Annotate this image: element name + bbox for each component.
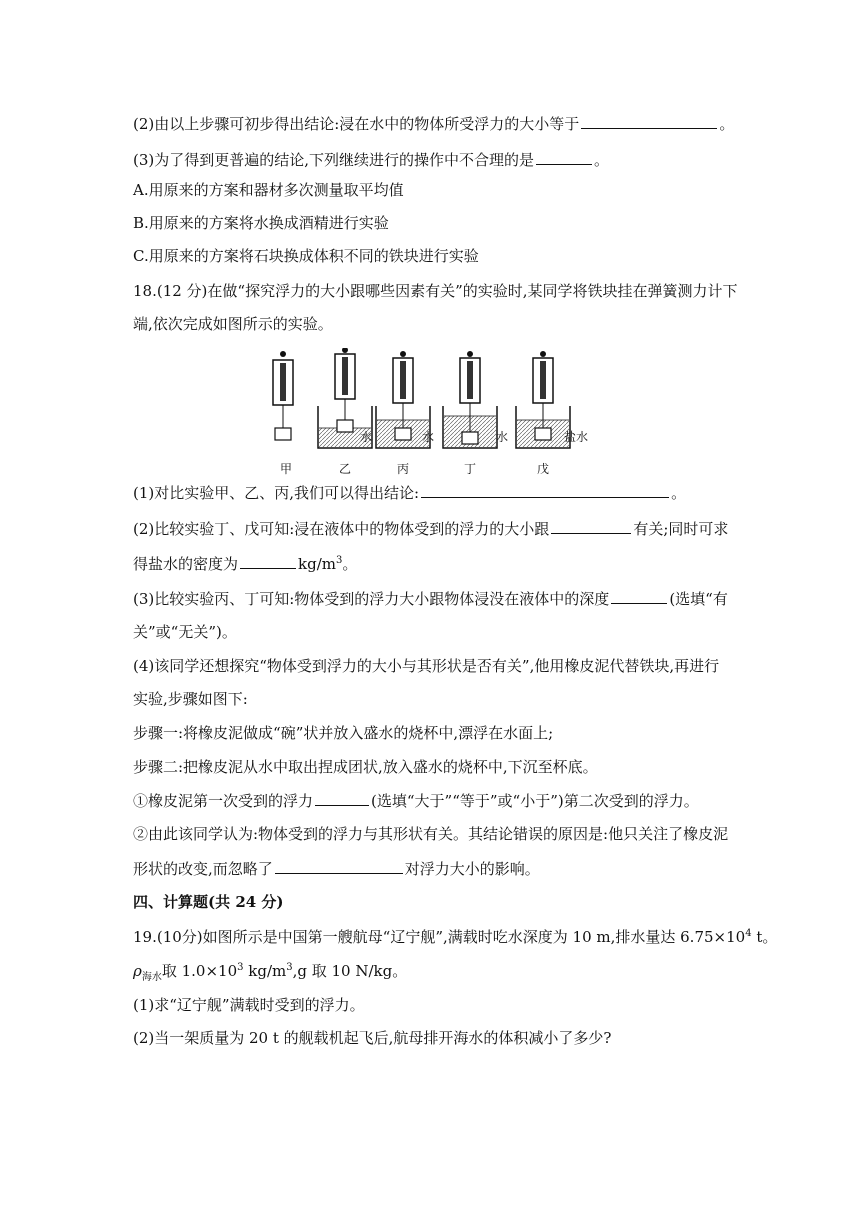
answer-blank[interactable] [611,588,667,604]
caption-wu: 戊 [537,462,550,476]
experiment-figure [258,348,598,476]
setup-wu [516,351,570,448]
q18-part1: (1)对比实验甲、乙、丙,我们可以得出结论: 。 [133,484,687,502]
section-title: 四、计算题(共 24 分) [133,893,284,911]
q17-option-a: A.用原来的方案和器材多次测量取平均值 [133,181,404,199]
caption-yi: 乙 [339,462,352,476]
caption-jia: 甲 [280,462,293,476]
q17-part3: (3)为了得到更普遍的结论,下列继续进行的操作中不合理的是 。 [133,151,610,169]
q18-step2: 步骤二:把橡皮泥从水中取出捏成团状,放入盛水的烧杯中,下沉至杯底。 [133,758,598,776]
liquid-label-water: 水 [496,430,509,444]
setup-ding [443,351,497,448]
setup-jia [273,351,293,440]
q18-intro-line1: 18.(12 分)在做“探究浮力的大小跟哪些因素有关”的实验时,某同学将铁块挂在弹簧测力计下 [133,282,738,300]
q19-part1: (1)求“辽宁舰”满载时受到的浮力。 [133,996,365,1014]
q19-part2: (2)当一架质量为 20 t 的舰载机起飞后,航母排开海水的体积减小了多少? [133,1029,612,1047]
q18-step1: 步骤一:将橡皮泥做成“碗”状并放入盛水的烧杯中,漂浮在水面上; [133,724,554,742]
q18-intro-line2: 端,依次完成如图所示的实验。 [133,315,333,333]
liquid-label-brine: 盐水 [564,430,589,444]
q17-option-b: B.用原来的方案将水换成酒精进行实验 [133,214,389,232]
q18-part2-line1: (2)比较实验丁、戊可知:浸在液体中的物体受到的浮力的大小跟 有关;同时可求 [133,520,729,538]
q18-sub2-line2: 形状的改变,而忽略了 对浮力大小的影响。 [133,860,540,878]
liquid-label-water: 水 [360,430,373,444]
q18-part4-line2: 实验,步骤如图下: [133,690,248,708]
caption-bing: 丙 [397,462,410,476]
answer-blank[interactable] [551,518,631,534]
answer-blank[interactable] [536,149,592,165]
answer-blank[interactable] [421,482,669,498]
caption-ding: 丁 [464,462,477,476]
q18-sub2-line1: ②由此该同学认为:物体受到的浮力与其形状有关。其结论错误的原因是:他只关注了橡皮泥 [133,825,729,843]
q19-intro-line1: 19.(10分)如图所示是中国第一艘航母“辽宁舰”,满载时吃水深度为 10 m,排水量达 $6.75\times 10^4$ t。 [133,928,778,946]
q18-part2-line2: 得盐水的密度为 $kg/m^3$。 [133,555,358,573]
q18-part3-line1: (3)比较实验丙、丁可知:物体受到的浮力大小跟物体浸没在液体中的深度 (选填“有 [133,590,728,608]
answer-blank[interactable] [275,858,403,874]
q17-part2: (2)由以上步骤可初步得出结论:浸在水中的物体所受浮力的大小等于 。 [133,115,735,133]
liquid-label-water: 水 [422,430,435,444]
q18-part4-line1: (4)该同学还想探究“物体受到浮力的大小与其形状是否有关”,他用橡皮泥代替铁块,再进行 [133,657,720,675]
q19-intro-line2: $\rho_{海水}$取 $1.0\times 10^3$ $kg/m^3,g$ 取 10 N/kg。 [133,962,408,983]
answer-blank[interactable] [315,790,369,806]
q18-sub1: ①橡皮泥第一次受到的浮力 (选填“大于”“等于”或“小于”)第二次受到的浮力。 [133,792,699,810]
q17-option-c: C.用原来的方案将石块换成体积不同的铁块进行实验 [133,247,479,265]
answer-blank[interactable] [240,553,296,569]
answer-blank[interactable] [581,113,717,129]
q18-part3-line2: 关”或“无关”)。 [133,623,237,641]
